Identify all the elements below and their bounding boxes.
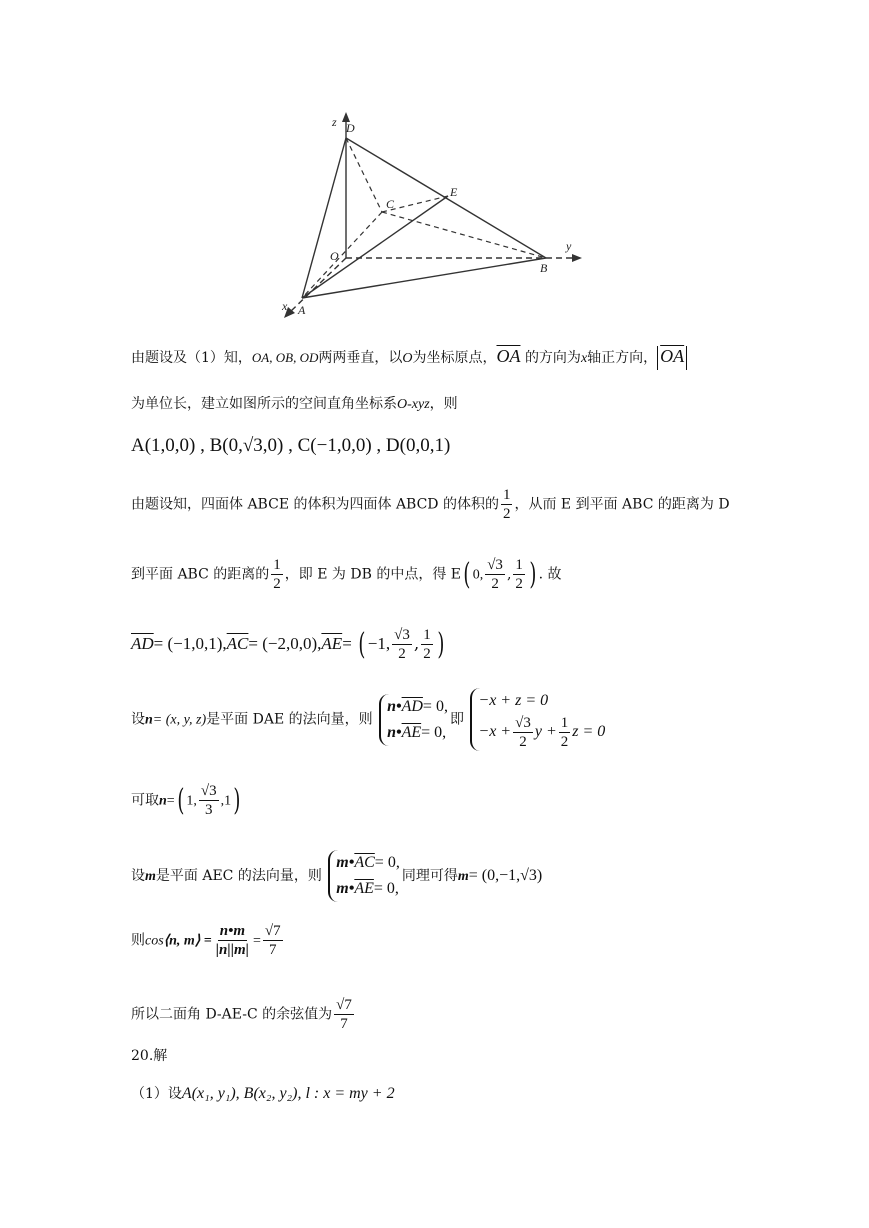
normal-m-line: [131, 850, 542, 902]
vector-oa-abs: $\overline{OA}$: [660, 346, 685, 366]
label-b: B: [540, 261, 548, 275]
fraction-sqrt3-3: $\frac{√3}{3}$: [200, 783, 217, 818]
text-run: 则: [131, 932, 145, 949]
text-run: 轴正方向，: [587, 350, 658, 366]
math-run: ⟨n, m⟩ =: [163, 933, 212, 949]
text-run: 的方向为: [524, 350, 581, 366]
fraction-sqrt3-2: $\frac{√3}{2}$: [394, 627, 410, 662]
math-run: O: [402, 351, 413, 366]
math-run: ,1: [220, 793, 232, 809]
text-run: 可取: [131, 792, 159, 809]
normal-n-line: [131, 688, 607, 751]
math-run: cos: [145, 933, 164, 949]
text-run: 两两垂直，以: [318, 350, 403, 366]
answer-line: [131, 996, 356, 1033]
label-y: y: [566, 239, 572, 253]
math-run: = (0,−1,√3): [468, 867, 543, 884]
text-run: 所以二面角 D-AE-C 的余弦值为: [131, 1006, 333, 1023]
text-run: 为坐标原点，: [412, 350, 497, 366]
math-run: OA, OB, OD: [251, 350, 319, 365]
text-run: 设: [131, 868, 145, 884]
math-run: −1,: [367, 634, 391, 653]
vector-ae: $\overline{AE}$: [321, 634, 343, 653]
paragraph-volume: [131, 486, 730, 523]
text-run: . 故: [538, 566, 562, 583]
math-n: n: [145, 712, 153, 728]
text-run: 到平面 ABC 的距离的: [131, 566, 270, 583]
text-run: 由题设及（1）知，: [131, 350, 252, 366]
coordinates: A(1,0,0) , B(0,√3,0) , C(−1,0,0) , D(0,0,1): [131, 435, 451, 456]
label-d: D: [346, 121, 355, 135]
choose-n-line: 可取n=( 1, $\frac{√3}{3}$ ,1): [131, 782, 241, 818]
text-run: ，即 E 为 DB 的中点，得 E: [284, 566, 461, 583]
system-m: $m•\overline{AC}= 0$, $m•\overline{AE}= 0$,: [328, 850, 400, 902]
text-run: 为单位长，建立如图所示的空间直角坐标系: [131, 396, 397, 412]
math-n: n: [159, 793, 167, 809]
fraction-half: $\frac{1}{2}$: [515, 557, 523, 592]
vectors-line: $\overline{AD}= (-1,0,1),\overline{AC}= (-2,0,0),\overline{AE}=$ ( −1, $\frac{√3}{2}$ , $\frac{1}{2}$ ): [131, 626, 445, 662]
math-m: m: [145, 869, 156, 884]
vector-oa: $\overline{OA}$: [496, 346, 521, 366]
vector-ac: $\overline{AC}$: [226, 634, 249, 653]
label-x: x: [282, 299, 288, 313]
math-run: =: [252, 933, 261, 949]
label-e: E: [450, 185, 458, 199]
math-run: 1,: [186, 793, 197, 809]
fraction-half: $\frac{1}{2}$: [423, 627, 431, 662]
math-run: A(x₁, y₁), B(x₂, y₂), l : x = my + 2: [181, 1085, 395, 1102]
fraction-sqrt7-7: $\frac{√7}{7}$: [336, 997, 352, 1032]
text-run: （1）设: [131, 1086, 182, 1102]
problem-20-part1: [131, 1084, 395, 1104]
text-run: 设: [131, 711, 145, 728]
label-c: C: [386, 197, 395, 211]
math-run: = (x, y, z): [152, 712, 207, 728]
problem-20-heading: [131, 1046, 167, 1066]
math-run: O-xyz: [397, 397, 430, 412]
math-run: = (−1,0,1),: [153, 634, 227, 653]
coordinates-line: [131, 432, 450, 459]
math-run: 0,: [472, 567, 484, 583]
math-run: = (−2,0,0),: [248, 634, 322, 653]
text-run: 由题设知，四面体 ABCE 的体积为四面体 ABCD 的体积的: [131, 496, 499, 513]
text-run: 是平面 DAE 的法向量，则: [206, 711, 373, 728]
math-run: =: [166, 793, 175, 809]
text-run: 即: [449, 711, 464, 728]
label-z: z: [332, 115, 337, 129]
math-m: m: [457, 869, 469, 884]
tetrahedron-figure: [270, 100, 600, 330]
vector-ad: $\overline{AD}$: [131, 634, 154, 653]
fraction-sqrt7-7: $\frac{√7}{7}$: [264, 923, 281, 958]
text-run: ，则: [429, 396, 458, 412]
math-run: =: [342, 634, 357, 653]
fraction-sqrt3-2: $\frac{√3}{2}$: [487, 557, 503, 592]
label-o: O: [330, 249, 339, 263]
math-run: x: [580, 351, 588, 366]
text-run: 是平面 AEC 的法向量，则: [155, 868, 322, 884]
paragraph-midpoint: 到平面 ABC 的距离的 $\frac{1}{2}$ ，即 E 为 DB 的中点，得 E( 0, $\frac{√3}{2}$ , $\frac{1}{2}$ ) . 故: [131, 556, 562, 592]
text-run: ，从而 E 到平面 ABC 的距离为 D: [514, 496, 730, 513]
text-run: 20.解: [131, 1048, 168, 1064]
text-run: 同理可得: [401, 868, 458, 884]
paragraph-setup: [131, 346, 687, 369]
fraction-half: $\frac{1}{2}$: [502, 487, 511, 522]
fraction-cos: $\frac{n•m}{|n||m|}$: [215, 923, 249, 958]
paragraph-coord: [131, 394, 458, 415]
cos-line: [131, 922, 285, 959]
label-a: A: [298, 303, 306, 317]
system-n: $n•\overline{AD}= 0$, $n•\overline{AE}= 0$,: [379, 694, 448, 746]
fraction-half: $\frac{1}{2}$: [273, 557, 281, 592]
system-n-expanded: −x + z = 0 −x + $\frac{√3}{2}$ y + $\frac{1}{2}$ z = 0: [470, 688, 605, 751]
